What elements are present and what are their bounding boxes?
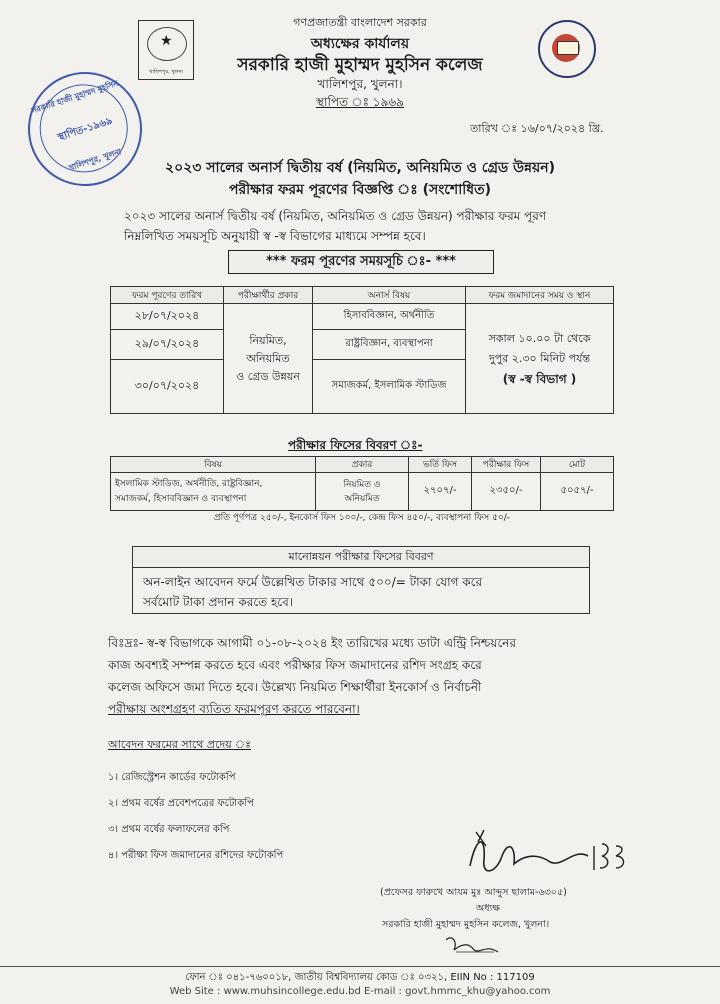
notice-date: তারিখ ঃ ১৬/০৭/২০২৪ খ্রি. xyxy=(470,122,604,135)
college-name: সরকারি হাজী মুহাম্মদ মুহসিন কলেজ xyxy=(237,55,483,75)
college-logo-right xyxy=(538,20,596,78)
footer-divider xyxy=(0,966,720,967)
table-row: ২৮/০৭/২০২৪ নিয়মিত, অনিয়মিত ও গ্রেড উন্নয়ন হিসাববিজ্ঞান, অর্থনীতি সকাল ১০.০০ টা থেকে দুপুর ২.৩০ মিনিট পর্যন্ত (স্ব -স্ব বিভাগ ) xyxy=(111,304,614,330)
principal-signature xyxy=(456,826,636,888)
college-logo-left: ★ খালিশপুর, খুলনা xyxy=(138,20,194,80)
schedule-table xyxy=(110,286,614,414)
list-item: ৪। পরীক্ষা ফিস জমাদানের রশিদের ফটোকপি xyxy=(108,850,284,861)
notice-title: ২০২৩ সালের অনার্স দ্বিতীয় বর্ষ (নিয়মিত, অনিয়মিত ও গ্রেড উন্নয়ন) xyxy=(164,160,556,176)
fee-table xyxy=(110,456,614,511)
table-row: ২৯/০৭/২০২৪ রাষ্ট্রবিজ্ঞান, ব্যবস্থাপনা xyxy=(111,330,614,360)
improvement-fee-heading: মানোন্নয়ন পরীক্ষার ফিসের বিবরণ xyxy=(133,547,589,568)
fee-heading: পরীক্ষার ফিসের বিবরণ ঃ- xyxy=(288,438,423,452)
signatory-role: অধ্যক্ষ xyxy=(476,903,501,914)
office-seal-stamp: সরকারি হাজী মুহাম্মদ মুহসিন স্থাপিত-১৯৬৯ খালিশপুর, খুলনা xyxy=(13,57,157,201)
table-header-row: ফরম পূরণের তারিখ পরীক্ষার্থীর প্রকার অনার্স বিষয় ফরম জমাদানের সময় ও স্থান xyxy=(111,287,614,304)
office-line: অধ্যক্ষের কার্যালয় xyxy=(310,36,410,52)
list-item: ৩। প্রথম বর্ষের ফলাফলের কপি xyxy=(108,824,230,835)
signatory-college: সরকারি হাজী মুহাম্মদ মুহসিন কলেজ, খুলনা। xyxy=(382,919,550,930)
fee-breakdown-note: প্রতি পূর্ণপত্র ২৫০/-, ইনকোর্স ফিস ১০০/-, কেন্দ্র ফিস ৪৫০/-, ব্যবস্থাপনা ফিস ৫০/- xyxy=(213,513,511,523)
table-row: ইসলামিক স্টাডিজ, অর্থনীতি, রাষ্ট্রবিজ্ঞান, সমাজকর্ম, হিসাববিজ্ঞান ও ব্যবস্থাপনা নিয়মিত ও অনিয়মিত ২৭০৭/- ২৩৫০/- ৫০৫৭/- xyxy=(111,473,614,511)
footer-contact: ফোন ঃ ০৪১-৭৬০০১৮, জাতীয় বিশ্ববিদ্যালয় কোড ঃ ০৩২১, EIIN No : 117109 xyxy=(185,972,535,983)
signatory-name: (প্রফেসর ফারুখে আযম মুঃ আব্দুস ছালাম-৬৩০৫) xyxy=(380,887,567,898)
footer-web: Web Site : www.muhsincollege.edu.bd E-mail : govt.hmmc_khu@yahoo.com xyxy=(169,986,551,997)
college-address: খালিশপুর, খুলনা। xyxy=(317,77,403,91)
intro-paragraph: ২০২৩ সালের অনার্স দ্বিতীয় বর্ষ (নিয়মিত, অনিয়মিত ও গ্রেড উন্নয়ন) পরীক্ষার ফরম পূরণ নিম্নলিখিত সময়সূচি অনুযায়ী স্ব -স্ব বিভাগের মাধ্যমে সম্পন্ন হবে। xyxy=(124,209,547,243)
table-row: ৩০/০৭/২০২৪ সমাজকর্ম, ইসলামিক স্টাডিজ xyxy=(111,360,614,414)
initials-signature xyxy=(442,932,502,956)
requirements-heading: আবেদন ফরমের সাথে প্রদেয় ঃ xyxy=(108,738,251,751)
list-item: ২। প্রথম বর্ষের প্রবেশপত্রের ফটোকপি xyxy=(108,798,254,809)
govt-line: গণপ্রজাতন্ত্রী বাংলাদেশ সরকার xyxy=(293,16,427,29)
important-notice: বিঃদ্রঃ- স্ব-স্ব বিভাগকে আগামী ০১-০৮-২০২৪ ইং তারিখের মধ্যে ডাটা এন্ট্রি নিশ্চয়নের কাজ অবশ্যই সম্পন্ন করতে হবে এবং পরীক্ষার ফিস জমাদানের রশিদ সংগ্রহ করে কলেজ অফিসে জমা দিতে হবে। উল্লেখ্য নিয়মিত শিক্ষার্থীরা ইনকোর্স ও নির্বাচনী পরীক্ষায় অংশগ্রহণ ব্যতিত ফরমপূরণ করতে পারবেনা। xyxy=(108,636,517,716)
improvement-fee-box: মানোন্নয়ন পরীক্ষার ফিসের বিবরণ অন-লাইন আবেদন ফর্মে উল্লেখিত টাকার সাথে ৫০০/= টাকা যোগ করে সর্বমোট টাকা প্রদান করতে হবে। xyxy=(132,546,590,614)
table-header-row: বিষয় প্রকার ভর্তি ফিস পরীক্ষার ফিস মোট xyxy=(111,457,614,473)
schedule-heading: *** ফরম পূরণের সময়সূচি ঃ- *** xyxy=(228,250,494,274)
notice-subtitle: পরীক্ষার ফরম পূরণের বিজ্ঞপ্তি ঃ (সংশোধিত) xyxy=(228,182,492,198)
list-item: ১। রেজিস্ট্রেশন কার্ডের ফটোকপি xyxy=(108,772,236,783)
established-line: স্থাপিত ঃ ১৯৬৯ xyxy=(316,95,404,109)
